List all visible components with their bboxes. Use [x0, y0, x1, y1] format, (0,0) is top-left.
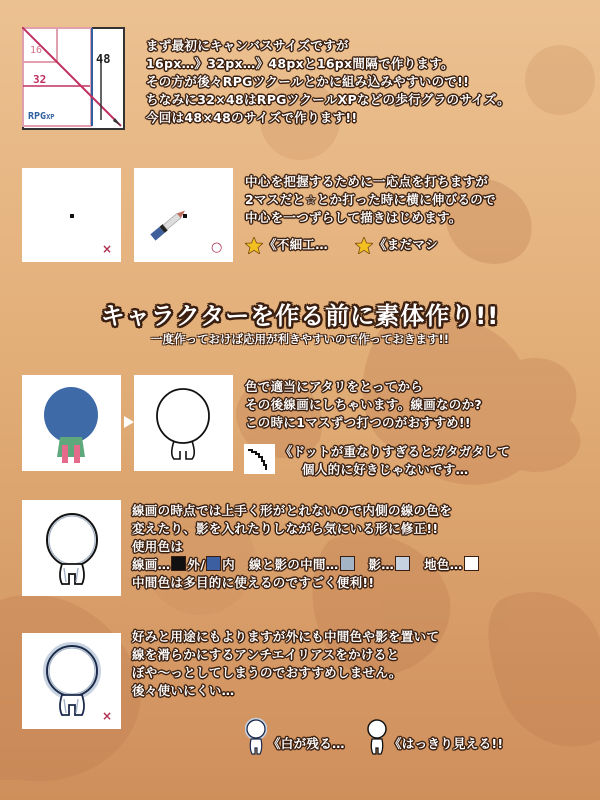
rating-ok-label: 《まだマシ [374, 237, 439, 252]
arrow-right-icon [124, 416, 134, 428]
section3-line-3: この時に1マスずつ打つのがおすすめ!! [245, 415, 471, 430]
swatch-mid [340, 556, 355, 571]
section2-line-3: 中心を一つずらして描きはじめます。 [245, 210, 462, 225]
swatch-black [171, 556, 186, 571]
canvas-label-rpg-text: RPG [28, 111, 47, 122]
section4-colors-line [132, 556, 480, 574]
rating-bad-label: 《不細工… [264, 237, 329, 252]
jagged-line-sample [244, 444, 275, 474]
pencil-icon [144, 204, 194, 244]
canvas-label-32: 32 [33, 73, 47, 86]
canvas-label-xp-text: XP [46, 113, 55, 121]
lineart-label: 線画… [132, 557, 171, 572]
section3-note-line-2: 個人的に好きじゃないです… [302, 462, 469, 477]
canvas-label-rpg [28, 111, 55, 122]
section1-text [146, 37, 510, 127]
mini-figure-clean-icon [366, 717, 388, 757]
swatch-base [464, 556, 479, 571]
swatch-blue [206, 556, 221, 571]
refined-figure [22, 500, 121, 596]
cross-mark-icon: × [102, 709, 113, 723]
section3-line-2: その後線画にしちゃいます。線画なのか? [245, 397, 482, 412]
section2-text [245, 173, 496, 227]
section1-line-3: その方が後々RPGツクールとかに組み込みやすいので!! [146, 74, 470, 89]
star-icon-bad [245, 237, 263, 254]
section4-line-1: 線画の時点では上手く形がとれないので内側の線の色を [132, 503, 453, 518]
subheadline: 一度作っておけば応用が利きやすいので作っておきます!! [151, 332, 449, 346]
section3-note-line-1: 《ドットが重なりすぎるとガタガタして [280, 444, 510, 459]
center-dot-panel-bad [22, 168, 121, 262]
cross-mark-icon: × [102, 242, 113, 256]
center-dot-panel-good [134, 168, 233, 262]
section5-line-3: ぼや〜っとしてしまうのでおすすめしません。 [132, 665, 402, 680]
refined-lineart-panel [22, 500, 121, 596]
center-dot [70, 214, 74, 218]
headline: キャラクターを作る前に素体作り!! [100, 302, 500, 330]
lineart-panel [134, 375, 233, 471]
section3-line-1: 色で適当にアタリをとってから [245, 379, 424, 394]
star-icon-ok [355, 237, 373, 254]
section4-line-3: 使用色は [132, 539, 184, 554]
jagged-curve-icon [244, 444, 275, 474]
shadow-label: 影… [368, 557, 395, 572]
canvas-label-16: 16 [30, 45, 43, 56]
section5-line-2: 線を滑らかにするアンチエイリアスをかけると [132, 647, 400, 662]
section5-text [132, 628, 439, 700]
center-dot [183, 214, 187, 218]
rough-sketch-panel [22, 375, 121, 471]
section2-line-2: 2マスだと☆とか打った時に横に伸びるので [245, 192, 496, 207]
section3-note [280, 443, 510, 479]
section5-line-1: 好みと用途にもよりますが外にも中間色や影を置いて [132, 629, 440, 644]
section5-line-4: 後々使いにくい… [132, 683, 235, 698]
section1-line-1: まず最初にキャンバスサイズですが [146, 38, 349, 53]
section2-line-1: 中心を把握するために一応点を打ちますが [245, 174, 489, 189]
antialias-panel [22, 633, 121, 729]
caption-bad: 《白が残る… [268, 736, 345, 751]
section1-line-5: 今回は48×48のサイズで作ります!! [146, 110, 358, 125]
mini-figure-aa-icon [245, 717, 267, 757]
section3-text [245, 378, 482, 432]
section4-line-2: 変えたり、影を入れたりしながら気にいる形に修正!! [132, 521, 439, 536]
swatch-shadow [395, 556, 410, 571]
inner-label: 内 [222, 557, 235, 572]
mid-label: 線と影の中間… [248, 557, 339, 572]
section1-line-4: ちなみに32×48はRPGツクールXPなどの歩行グラのサイズ。 [146, 92, 510, 107]
base-label: 地色… [424, 557, 463, 572]
canvas-label-48: 48 [96, 52, 111, 66]
circle-mark-icon: ○ [211, 240, 223, 255]
lineart-figure [134, 375, 233, 471]
caption-good: 《はっきり見える!! [389, 736, 504, 751]
section1-line-2: 16px…》32px…》48pxと16px間隔で作ります。 [146, 56, 454, 71]
section4-last-line: 中間色は多目的に使えるのですごく便利!! [132, 575, 375, 590]
outer-label: 外/ [187, 557, 206, 572]
rough-figure [22, 375, 121, 471]
section4-text [132, 502, 480, 592]
